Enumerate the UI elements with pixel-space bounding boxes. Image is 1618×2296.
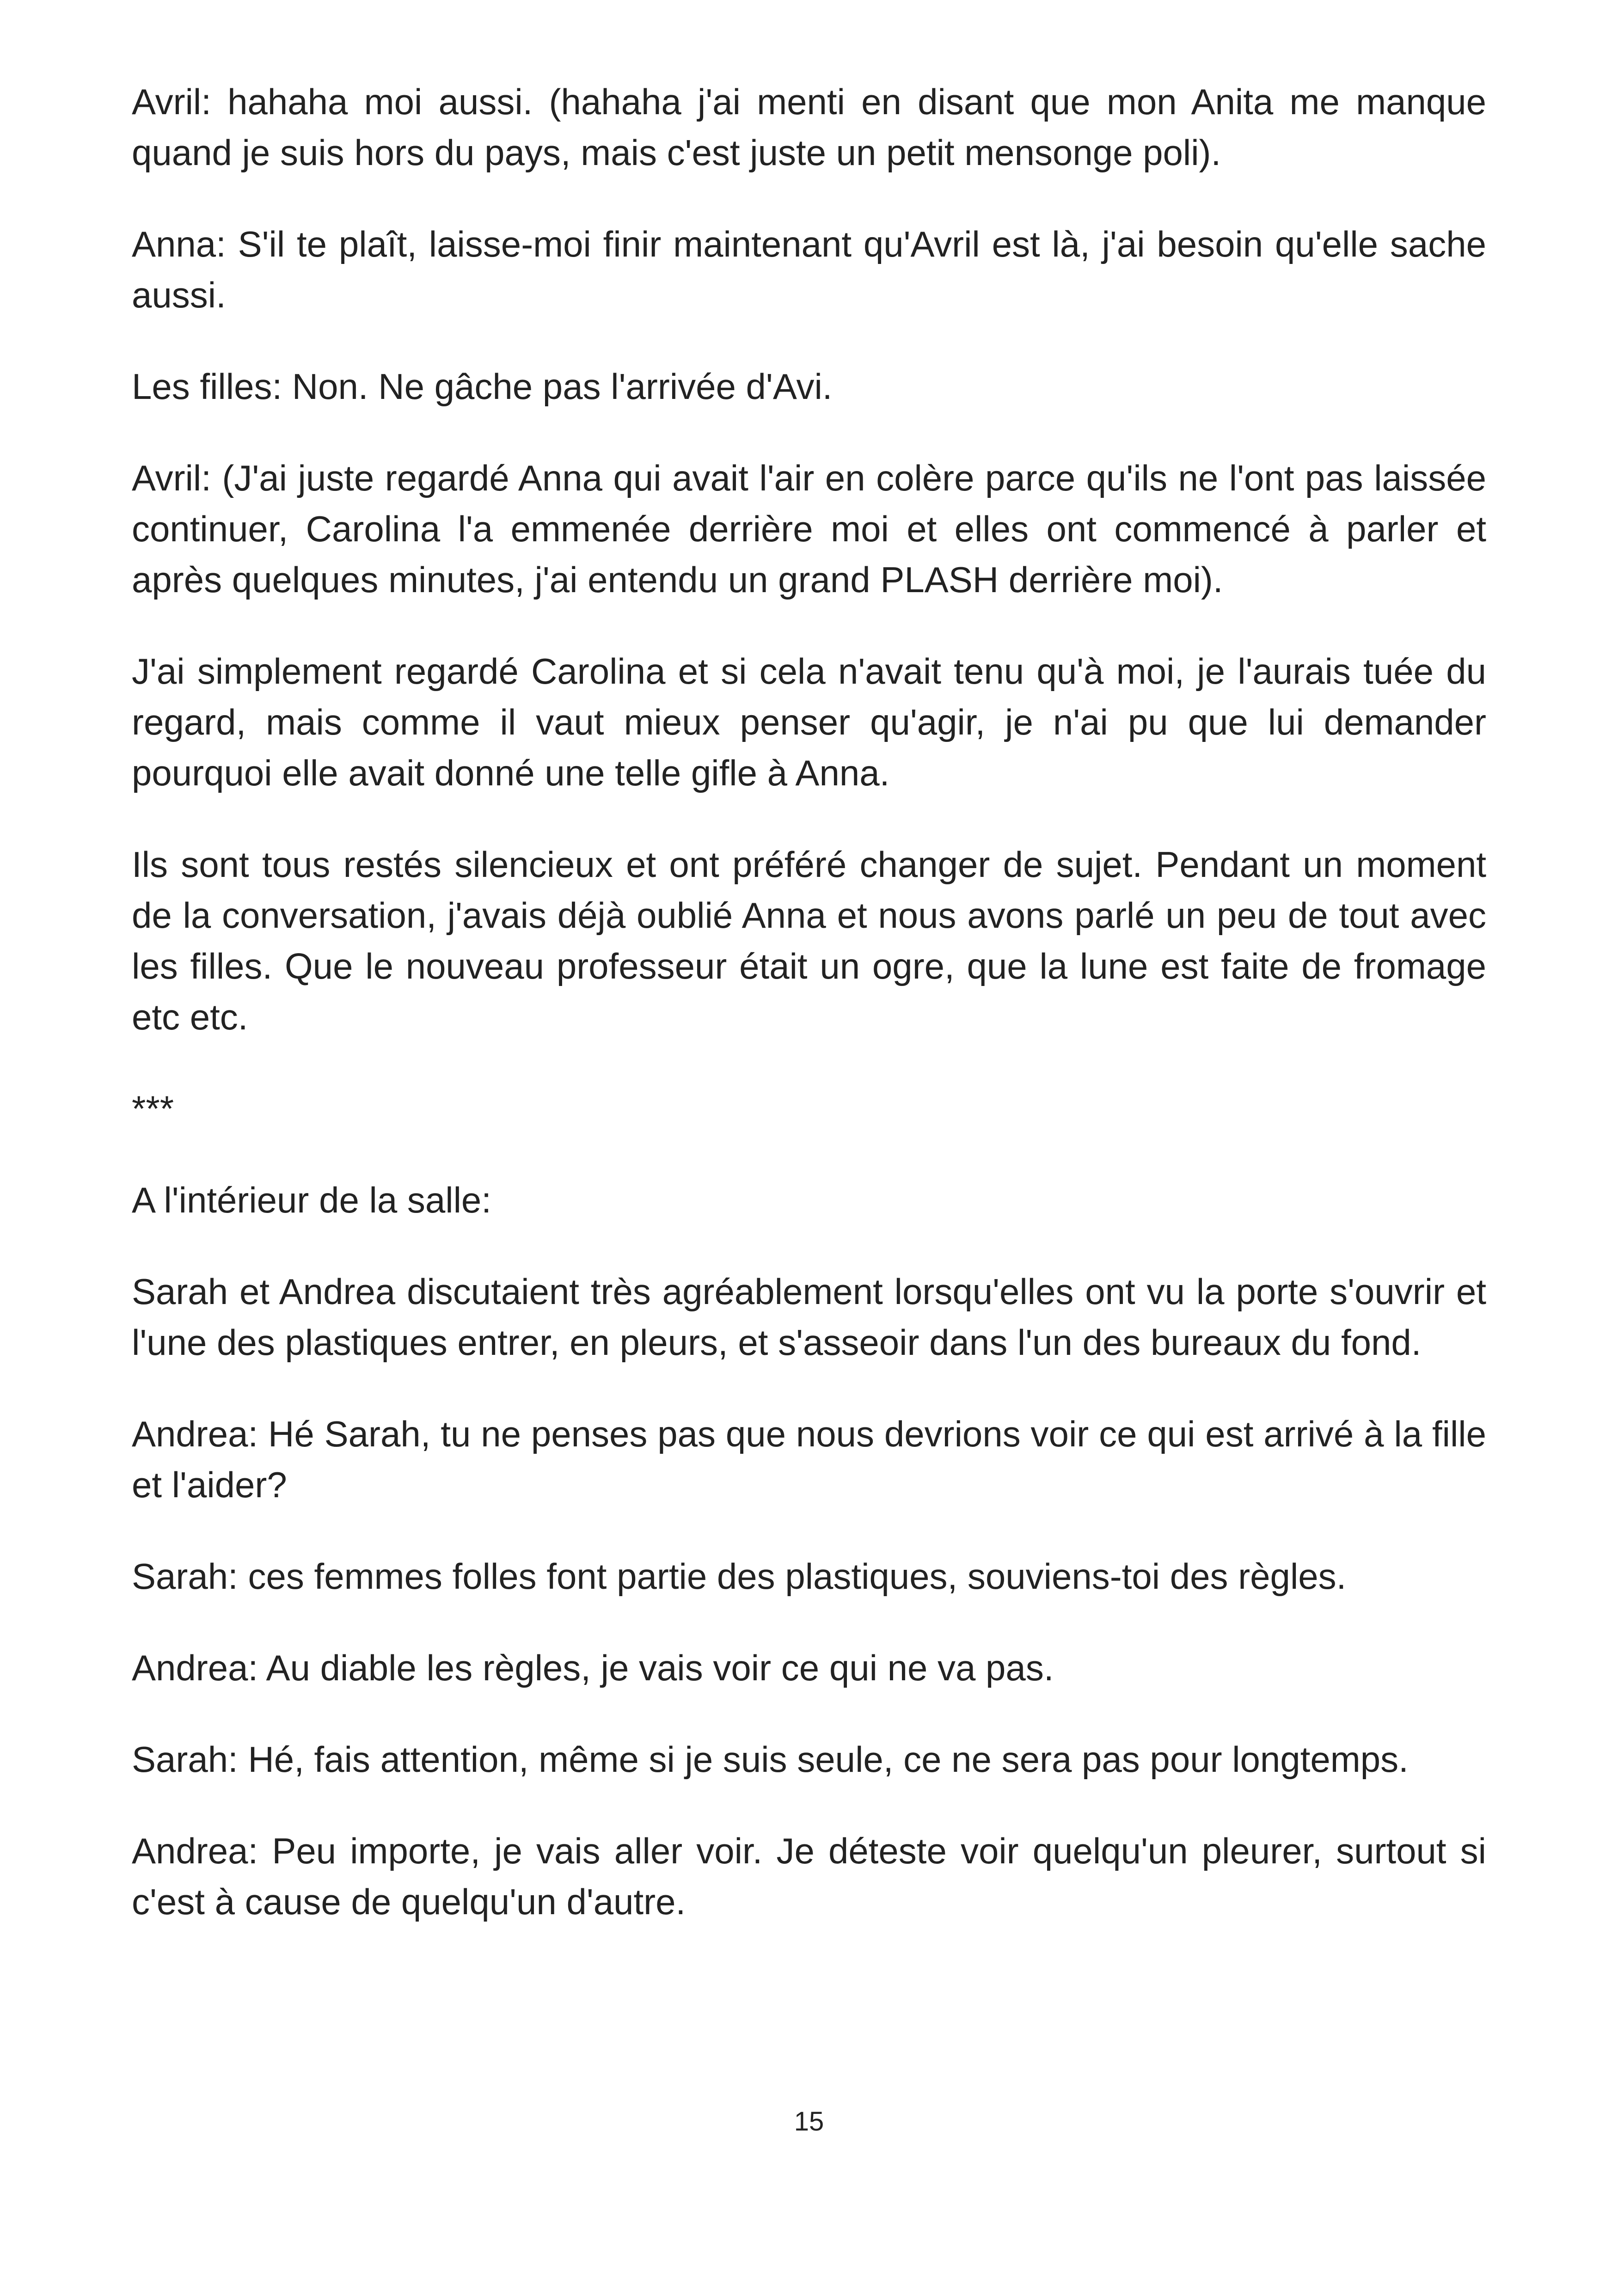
paragraph: Andrea: Peu importe, je vais aller voir. Je déteste voir quelqu'un pleurer, surtout si c'est à cause de quelqu'un d'autre. xyxy=(132,1831,1486,1922)
paragraph: Anna: S'il te plaît, laisse-moi finir maintenant qu'Avril est là, j'ai besoin qu'elle sache aussi. xyxy=(132,224,1486,315)
paragraph: Sarah et Andrea discutaient très agréablement lorsqu'elles ont vu la porte s'ouvrir et l'une des plastiques entrer, en pleurs, et s'asseoir dans l'un des bureaux du fond. xyxy=(132,1271,1486,1363)
paragraph: J'ai simplement regardé Carolina et si cela n'avait tenu qu'à moi, je l'aurais tuée du regard, mais comme il vaut mieux penser qu'agir, je n'ai pu que lui demander pourquoi elle avait donné une telle gifle à Anna. xyxy=(132,651,1486,793)
page-number: 15 xyxy=(794,2106,824,2137)
paragraph: Sarah: ces femmes folles font partie des plastiques, souviens-toi des règles. xyxy=(132,1556,1347,1597)
paragraph: Les filles: Non. Ne gâche pas l'arrivée d'Avi. xyxy=(132,366,833,407)
paragraph: A l'intérieur de la salle: xyxy=(132,1180,491,1220)
paragraph: Avril: hahaha moi aussi. (hahaha j'ai menti en disant que mon Anita me manque quand je suis hors du pays, mais c'est juste un petit mensonge poli). xyxy=(132,81,1486,173)
section-break: *** xyxy=(132,1088,174,1129)
paragraph: Andrea: Hé Sarah, tu ne penses pas que nous devrions voir ce qui est arrivé à la fille et l'aider? xyxy=(132,1414,1486,1505)
paragraph: Andrea: Au diable les règles, je vais voir ce qui ne va pas. xyxy=(132,1647,1054,1688)
paragraph: Avril: (J'ai juste regardé Anna qui avait l'air en colère parce qu'ils ne l'ont pas laissée continuer, Carolina l'a emmenée derrière moi et elles ont commencé à parler et après quelques minutes, j'ai entendu un grand PLASH derrière moi). xyxy=(132,458,1486,600)
body-text xyxy=(132,76,1486,1968)
paragraph: Ils sont tous restés silencieux et ont préféré changer de sujet. Pendant un moment de la conversation, j'avais déjà oublié Anna et nous avons parlé un peu de tout avec les filles. Que le nouveau professeur était un ogre, que la lune est faite de fromage etc etc. xyxy=(132,844,1486,1037)
paragraph: Sarah: Hé, fais attention, même si je suis seule, ce ne sera pas pour longtemps. xyxy=(132,1739,1409,1780)
